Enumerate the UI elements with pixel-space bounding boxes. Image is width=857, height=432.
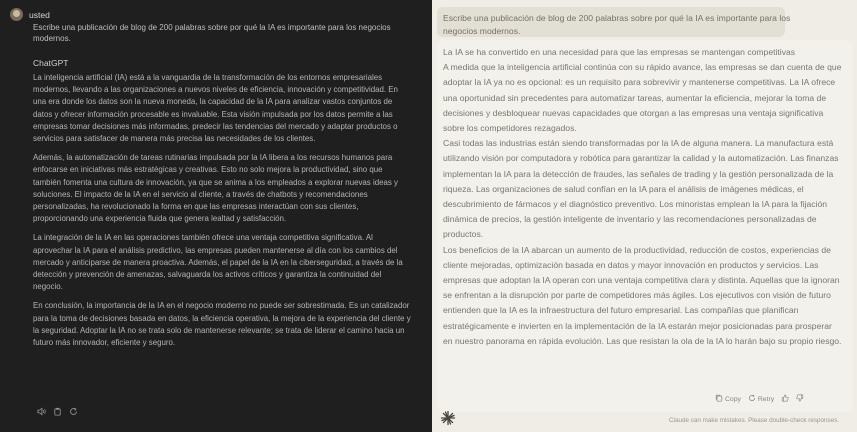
claude-panel bbox=[432, 0, 857, 432]
username: usted bbox=[29, 9, 50, 20]
answer-paragraph: A medida que la inteligencia artificial continúa con su rápido avance, las empresas se dan cuenta de que adoptar la IA ya no es opcional: es un requisito para sobrevivir y mantenerse competitivas. La IA ofrece una oportunidad sin precedentes para automatizar tareas, aumentar la eficiencia, mejorar la toma de decisiones y desbloquear nuevas capacidades que otorgan a las empresas una ventaja significativa sobre los competidores rezagados. bbox=[443, 62, 842, 134]
answer-paragraph: Los beneficios de la IA abarcan un aumento de la productividad, reducción de costos, experiencias de cliente mejoradas, optimización basada en datos y mayor innovación en productos y servicios. Las empresas que adoptan la IA operan con una ventaja competitiva clara y distinta. Aquellas que la ignoran se enfrentan a la disrupción por parte de competidores más ágiles. Los ejecutivos con visión de futuro entienden que la IA es la infraestructura del futuro empresarial. Las compañías que planifican estratégicamente e invierten en la implementación de la IA estarán mejor posicionadas para prosperar en nuestro panorama en rápida evolución. Las que resistan la ola de la IA lo harán bajo su propio riesgo. bbox=[443, 244, 842, 346]
user-avatar bbox=[10, 8, 23, 21]
user-prompt: Escribe una publicación de blog de 200 palabras sobre por qué la IA es importante para los negocios modernos. bbox=[443, 13, 791, 36]
thumbs-up-icon[interactable] bbox=[781, 394, 789, 404]
copy-label: Copy bbox=[725, 395, 741, 403]
retry-button[interactable] bbox=[748, 394, 774, 404]
answer-paragraph: Casi todas las industrias están siendo transformadas por la IA de alguna manera. La manufactura está utilizando visión por computadora y robótica para garantizar la calidad y la automatización. Las finanzas implementan la IA para la detección de fraudes, las señales de trading y la gestión personalizada de la riqueza. Las organizaciones de salud confían en la IA para el análisis de imágenes médicas, el descubrimiento de fármacos y el diagnóstico preventivo. Los minoristas emplean la IA para la fijación dinámica de precios, la gestión inteligente de inventario y las recomendaciones personalizadas de productos. bbox=[443, 138, 839, 240]
user-prompt: Escribe una publicación de blog de 200 palabras sobre por qué la IA es importante para los negocios modernos. bbox=[33, 23, 391, 43]
copy-button[interactable] bbox=[715, 394, 741, 404]
user-row bbox=[10, 8, 50, 21]
refresh-icon bbox=[748, 394, 756, 404]
assistant-answer bbox=[443, 45, 843, 349]
answer-paragraph: La IA se ha convertido en una necesidad para que las empresas se mantengan competitivas bbox=[443, 47, 796, 57]
clipboard-icon[interactable] bbox=[53, 403, 62, 412]
answer-paragraph: Además, la automatización de tareas rutinarias impulsada por la IA libera a los recursos humanos para enfocarse en iniciativas más estratégicas y creativas. Esto no solo mejora la productividad, sino que también fomenta una cultura de innovación, ya que se anima a los empleados a explorar nuevas ideas y soluciones. El impacto de la IA en el servicio al cliente, a través de chatbots y recomendaciones personalizadas, ha revolucionado la forma en que las empresas interactúan con sus clientes, proporcionando una experiencia fluida que genera lealtad y satisfacción. bbox=[33, 153, 398, 224]
answer-paragraph: En conclusión, la importancia de la IA en el negocio moderno no puede ser sobrestimada. Es un catalizador para la toma de decisiones basada en datos, la eficiencia operativa, la mejora de la experiencia del cliente y la seguridad. Adoptar la IA no se trata solo de mantenerse relevante; se trata de liderar el camino hacia un futuro más innovador, eficiente y seguro. bbox=[33, 301, 411, 348]
speaker-icon[interactable] bbox=[37, 403, 46, 412]
thumbs-down-icon[interactable] bbox=[796, 394, 804, 404]
claude-sparkle-icon bbox=[440, 410, 456, 426]
clipboard-icon bbox=[715, 394, 723, 404]
assistant-answer bbox=[33, 72, 411, 356]
message-actions bbox=[37, 403, 78, 412]
retry-label: Retry bbox=[757, 395, 775, 403]
assistant-name: ChatGPT bbox=[33, 58, 69, 68]
answer-paragraph: La inteligencia artificial (IA) está a la vanguardia de la transformación de los entornos empresariales modernos, llevando a las organizaciones a nuevos niveles de eficiencia, innovación y competitividad. En una era donde los datos son la nueva moneda, la capacidad de la IA para analizar vastos conjuntos de datos y ofrecer información procesable es invaluable. Esta visión impulsada por los datos permite a las empresas tomar decisiones más informadas, predecir las tendencias del mercado y adaptar productos o servicios para satisfacer de manera más precisa las necesidades de los clientes. bbox=[33, 73, 398, 144]
disclaimer-text: Claude can make mistakes. Please double-check responses. bbox=[669, 417, 840, 424]
refresh-icon[interactable] bbox=[69, 403, 78, 412]
answer-paragraph: La integración de la IA en las operaciones también ofrece una ventaja competitiva significativa. Al aprovechar la IA para el análisis predictivo, las empresas pueden mantenerse al día con los cambios del mercado y anticiparse de manera proactiva. Además, el papel de la IA en la ciberseguridad, a través de la detección y prevención de amenazas, salvaguarda los activos críticos y garantiza la continuidad del negocio. bbox=[33, 233, 403, 292]
message-actions bbox=[715, 394, 804, 404]
